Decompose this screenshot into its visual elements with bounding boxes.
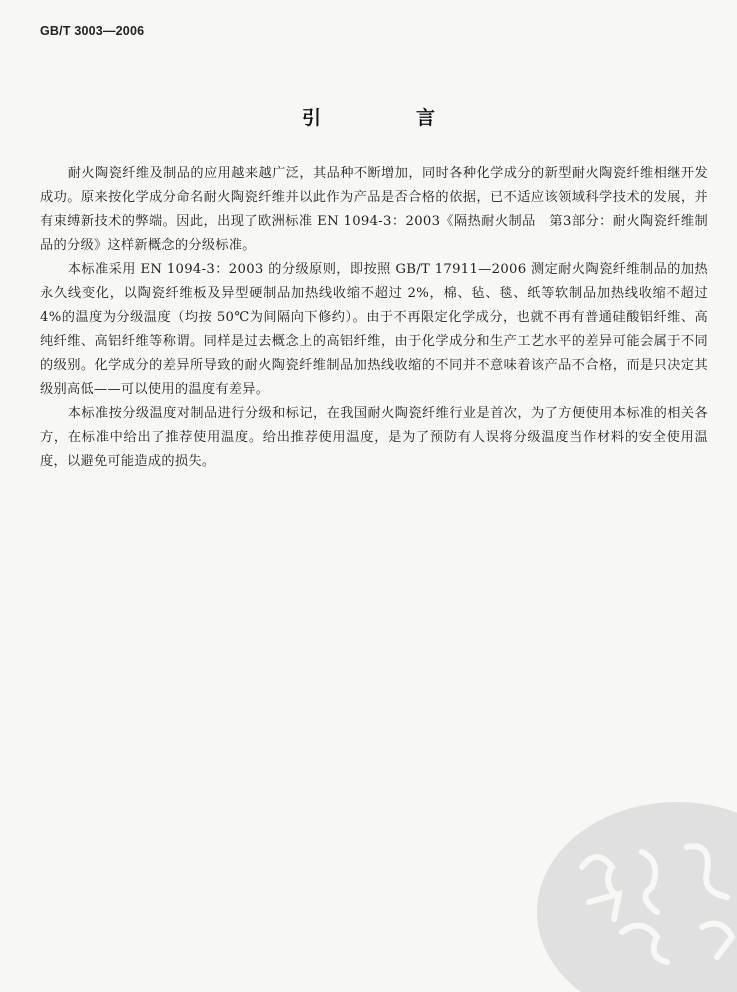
- watermark-seal-icon: [527, 792, 737, 992]
- standard-code: GB/T 3003—2006: [40, 24, 145, 38]
- page-title: 引 言: [301, 107, 473, 129]
- paragraph-1: 耐火陶瓷纤维及制品的应用越来越广泛，其品种不断增加，同时各种化学成分的新型耐火陶瓷纤维相继开发成功。原来按化学成分命名耐火陶瓷纤维并以此作为产品是否合格的依据，已不适应该领域科学技术的发展，并有束缚新技术的弊端。因此，出现了欧洲标准 EN 1094-3：2003《隔热耐火制品 第3部分：耐火陶瓷纤维制品的分级》这样新概念的分级标准。: [40, 166, 708, 253]
- paragraph-3: 本标准按分级温度对制品进行分级和标记，在我国耐火陶瓷纤维行业是首次，为了方便使用本标准的相关各方，在标准中给出了推荐使用温度。给出推荐使用温度，是为了预防有人误将分级温度当作材料的安全使用温度，以避免可能造成的损失。: [40, 406, 708, 469]
- document-body: [40, 162, 708, 474]
- paragraph-2: 本标准采用 EN 1094-3：2003 的分级原则，即按照 GB/T 17911—2006 测定耐火陶瓷纤维制品的加热永久线变化，以陶瓷纤维板及异型硬制品加热线收缩不超过 2%，棉、毡、毯、纸等软制品加热线收缩不超过 4%的温度为分级温度（均按 50℃为间隔向下修约）。由于不再限定化学成分，也就不再有普通硅酸铝纤维、高纯纤维、高铝纤维等称谓。同样是过去概念上的高铝纤维，由于化学成分和生产工艺水平的差异可能会属于不同的级别。化学成分的差异所导致的耐火陶瓷纤维制品加热线收缩的不同并不意味着该产品不合格，而是只决定其级别高低——可以使用的温度有差异。: [40, 262, 708, 397]
